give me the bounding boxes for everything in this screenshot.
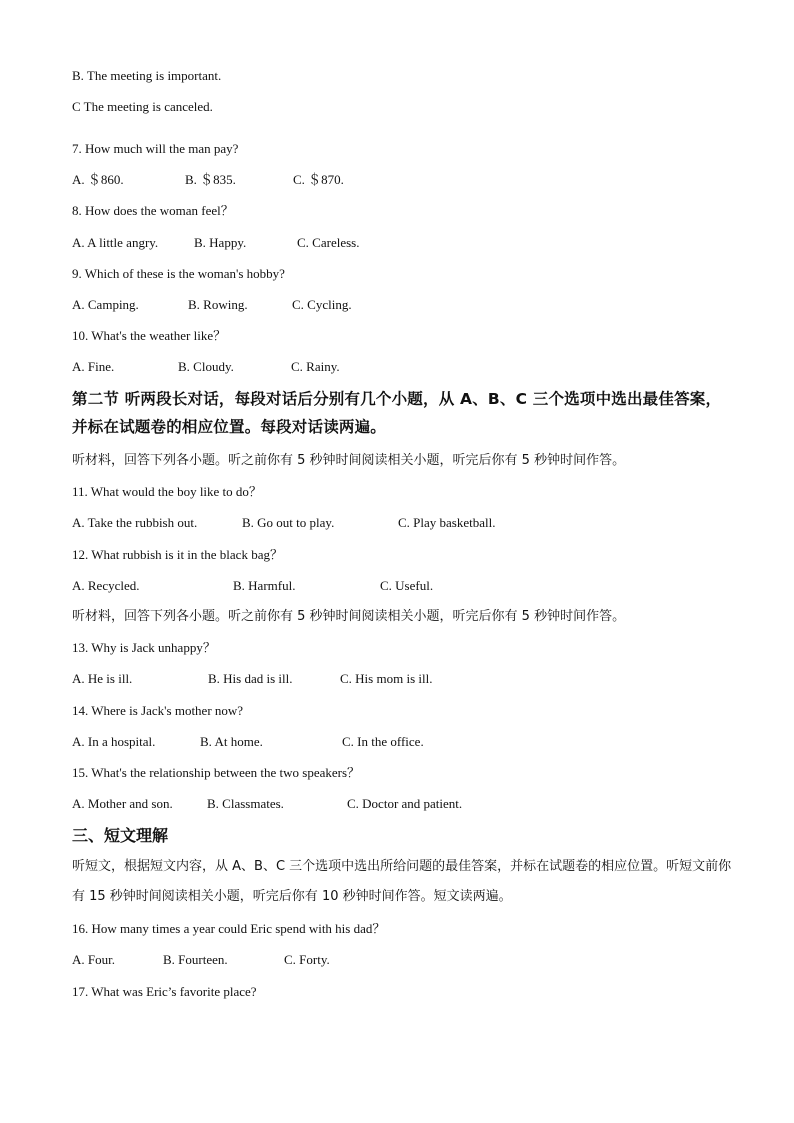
q11-option-a: A. Take the rubbish out. [72, 515, 198, 530]
instruction-1: 听材料，回答下列各小题。听之前你有 5 秒钟时间阅读相关小题，听完后你有 5 秒钟时间作答。 [72, 453, 626, 468]
q15-option-b: B. Classmates. [207, 796, 284, 811]
section-3-heading: 三、短文理解 [72, 826, 169, 845]
question-12: 12. What rubbish is it in the black bag？ [72, 547, 283, 562]
instruction-2: 听材料，回答下列各小题。听之前你有 5 秒钟时间阅读相关小题，听完后你有 5 秒钟时间作答。 [72, 609, 626, 624]
question-10: 10. What's the weather like？ [72, 328, 227, 343]
q6-option-b: B. The meeting is important. [72, 68, 222, 83]
q9-option-c: C. Cycling. [292, 297, 352, 312]
q13-option-c: C. His mom is ill. [340, 671, 433, 686]
question-14-options [72, 734, 424, 750]
q16-option-c: C. Forty. [284, 952, 330, 967]
q11-option-b: B. Go out to play. [242, 515, 335, 530]
q7-option-a: A. ＄860. [72, 172, 124, 187]
question-7-options [72, 172, 344, 188]
instruction-3: 听短文，根据短文内容，从 A、B、C 三个选项中选出所给问题的最佳答案，并标在试题卷的相应位置。听短文前你有 15 秒钟时间阅读相关小题，听完后你有 10 秒钟时间作答。短文读两遍。 [72, 859, 732, 904]
q7-option-c: C. ＄870. [293, 172, 344, 187]
q8-option-c: C. Careless. [297, 235, 360, 250]
question-11-options [72, 515, 496, 531]
question-15-options [72, 796, 462, 812]
q8-option-a: A. A little angry. [72, 235, 159, 250]
q16-option-a: A. Four. [72, 952, 115, 967]
question-14: 14. Where is Jack's mother now? [72, 703, 244, 718]
q10-option-a: A. Fine. [72, 359, 115, 374]
q14-option-c: C. In the office. [342, 734, 424, 749]
q9-option-a: A. Camping. [72, 297, 139, 312]
question-13-options [72, 671, 432, 687]
q8-option-b: B. Happy. [194, 235, 247, 250]
q10-option-b: B. Cloudy. [178, 359, 234, 374]
question-16-options [72, 952, 330, 968]
q15-option-a: A. Mother and son. [72, 796, 173, 811]
q13-option-a: A. He is ill. [72, 671, 133, 686]
q9-option-b: B. Rowing. [188, 297, 248, 312]
q16-option-b: B. Fourteen. [163, 952, 228, 967]
q7-option-b: B. ＄835. [185, 172, 236, 187]
q12-option-a: A. Recycled. [72, 578, 140, 593]
question-12-options [72, 578, 433, 594]
question-11: 11. What would the boy like to do？ [72, 484, 262, 499]
q15-option-c: C. Doctor and patient. [347, 796, 463, 811]
question-8: 8. How does the woman feel？ [72, 203, 234, 218]
question-16: 16. How many times a year could Eric spend with his dad？ [72, 921, 386, 936]
question-10-options [72, 359, 340, 375]
q13-option-b: B. His dad is ill. [208, 671, 293, 686]
section-2-heading: 第二节 听两段长对话，每段对话后分别有几个小题，从 A、B、C 三个选项中选出最佳答案，并标在试题卷的相应位置。每段对话读两遍。 [72, 390, 722, 436]
q10-option-c: C. Rainy. [291, 359, 340, 374]
q12-option-c: C. Useful. [380, 578, 434, 593]
question-8-options [72, 235, 359, 251]
question-13: 13. Why is Jack unhappy？ [72, 640, 216, 655]
question-15: 15. What's the relationship between the two speakers？ [72, 765, 361, 780]
question-9: 9. Which of these is the woman's hobby? [72, 266, 285, 281]
q12-option-b: B. Harmful. [233, 578, 296, 593]
q14-option-b: B. At home. [200, 734, 263, 749]
q6-option-c: C The meeting is canceled. [72, 99, 213, 114]
question-17: 17. What was Eric’s favorite place? [72, 984, 257, 999]
question-9-options [72, 297, 352, 313]
question-7: 7. How much will the man pay? [72, 141, 239, 156]
q11-option-c: C. Play basketball. [398, 515, 496, 530]
q14-option-a: A. In a hospital. [72, 734, 156, 749]
